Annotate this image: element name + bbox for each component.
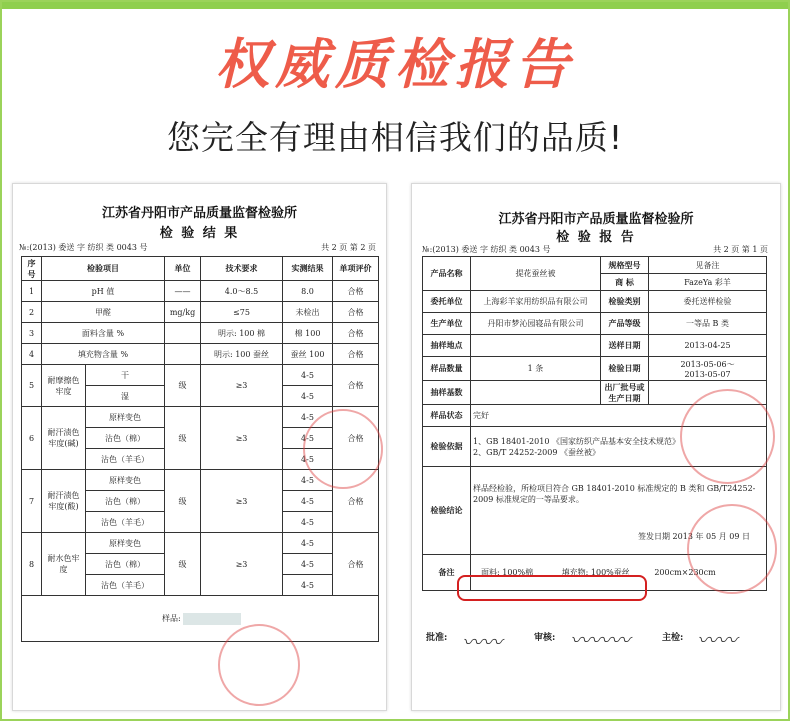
table-row: 样品数量 1 条 检验日期 2013-05-06～ 2013-05-07 bbox=[423, 357, 767, 381]
headline: 权威质检报告 bbox=[215, 32, 575, 96]
table-row: 5 耐摩擦色牢度 干 级 ≥3 4-5 合格 bbox=[22, 365, 379, 386]
table-row: 沾色（羊毛） 4-5 bbox=[22, 512, 379, 533]
table-row: 4 填充物含量 % 明示: 100 蚕丝 蚕丝 100 合格 bbox=[22, 344, 379, 365]
table-row: 委托单位 上海彩羊家用纺织品有限公司 检验类别 委托送样检验 bbox=[423, 291, 767, 313]
inspection-results-sheet bbox=[12, 183, 387, 711]
report-number: №:(2013) 委送 字 纺织 类 0043 号 bbox=[422, 245, 551, 254]
table-row: 沾色（棉） 4-5 bbox=[22, 428, 379, 449]
table-row: 沾色（羊毛） 4-5 bbox=[22, 449, 379, 470]
table-row: 湿 4-5 bbox=[22, 386, 379, 407]
table-row: 样品状态 完好 bbox=[423, 405, 767, 427]
sheet-title: 检 验 结 果 bbox=[159, 226, 240, 241]
remark-fabric: 面料: 100%棉 bbox=[481, 568, 534, 577]
table-row bbox=[22, 596, 379, 642]
approver-signature: 〰〰 bbox=[462, 630, 502, 654]
page-number: 共 2 页 第 1 页 bbox=[713, 245, 768, 254]
inspection-seal bbox=[303, 409, 383, 489]
inspection-report-sheet bbox=[411, 183, 781, 711]
remark-highlight-box bbox=[457, 575, 647, 601]
approve-label: 批准: bbox=[426, 633, 448, 643]
subline: 您完全有理由相信我们的品质! bbox=[166, 118, 624, 157]
report-number: №:(2013) 委送 字 纺织 类 0043 号 bbox=[19, 243, 148, 252]
table-row: 商 标 FazeYa 彩羊 bbox=[423, 274, 767, 291]
sample-label: 样品: bbox=[162, 613, 181, 623]
table-row: 8 耐水色牢度 原样变色 级 ≥3 4-5 合格 bbox=[22, 533, 379, 554]
inspection-seal bbox=[687, 504, 777, 594]
org-name: 江苏省丹阳市产品质量监督检验所 bbox=[498, 212, 694, 227]
inspector-signature: 〰〰 bbox=[697, 628, 737, 652]
table-row: 2 甲醛 mg/kg ≤75 未检出 合格 bbox=[22, 302, 379, 323]
table-row: 沾色（棉） 4-5 bbox=[22, 554, 379, 575]
page-number: 共 2 页 第 2 页 bbox=[321, 243, 376, 252]
sheet-title: 检 验 报 告 bbox=[556, 230, 636, 245]
table-row: 抽样基数 出厂批号或生产日期 bbox=[423, 381, 767, 405]
remark-size: 200cm×230cm bbox=[654, 568, 716, 577]
table-row: 沾色（棉） 4-5 bbox=[22, 491, 379, 512]
table-row: 抽样地点 送样日期 2013-04-25 bbox=[423, 335, 767, 357]
inspection-seal bbox=[680, 389, 775, 484]
review-label: 审核: bbox=[534, 633, 556, 643]
table-row: 6 耐汗渍色牢度(碱) 原样变色 级 ≥3 4-5 合格 bbox=[22, 407, 379, 428]
conclusion-text: 样品经检验，所检项目符合 GB 18401-2010 标准规定的 B 类和 GB/T24252-2009 标准规定的一等品要求。 bbox=[473, 484, 756, 504]
table-row: 检验结论 样品经检验，所检项目符合 GB 18401-2010 标准规定的 B 类和 GB/T24252-2009 标准规定的一等品要求。 签发日期 2013 年 05 月 09 日 bbox=[423, 467, 767, 555]
table-row: 沾色（羊毛） 4-5 bbox=[22, 575, 379, 596]
table-row: 1 pH 值 —— 4.0～8.5 8.0 合格 bbox=[22, 281, 379, 302]
org-name: 江苏省丹阳市产品质量监督检验所 bbox=[101, 206, 297, 221]
table-row: 备注 面料: 100%棉 填充物: 100%蚕丝 200cm×230cm bbox=[423, 555, 767, 591]
remark-fill: 填充物: 100%蚕丝 bbox=[561, 568, 630, 577]
table-row: 产品名称 提花蚕丝被 规格型号 见备注 bbox=[423, 257, 767, 274]
inspection-seal bbox=[218, 624, 300, 706]
sample-redacted bbox=[183, 613, 241, 625]
issue-date: 签发日期 2013 年 05 月 09 日 bbox=[638, 532, 750, 541]
table-row: 3 面料含量 % 明示: 100 棉 棉 100 合格 bbox=[22, 323, 379, 344]
table-row: 7 耐汗渍色牢度(酸) 原样变色 级 ≥3 4-5 合格 bbox=[22, 470, 379, 491]
table-row: 生产单位 丹阳市梦沁园寝品有限公司 产品等级 一等品 B 类 bbox=[423, 313, 767, 335]
main-inspector-label: 主检: bbox=[662, 633, 684, 643]
table-header: 序号 检验项目 单位 技术要求 实测结果 单项评价 bbox=[22, 257, 379, 281]
table-row: 检验依据 1、GB 18401-2010 《国家纺织产品基本安全技术规范》 2、GB/T 24252-2009 《蚕丝被》 bbox=[423, 427, 767, 467]
reviewer-signature: 〰〰〰 bbox=[570, 628, 630, 652]
